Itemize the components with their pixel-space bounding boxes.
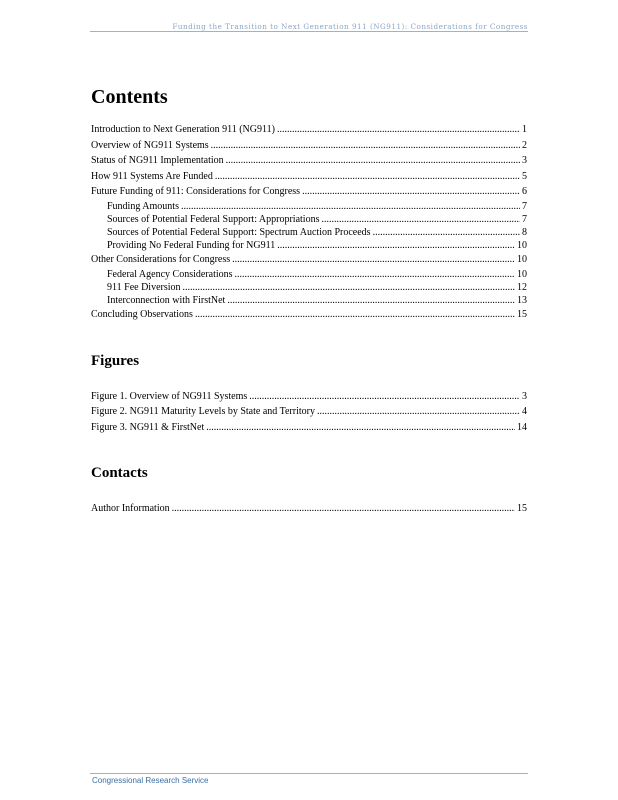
figure-entry-title: Figure 3. NG911 & FirstNet [91,421,205,433]
toc-entry-other-considerations[interactable] [91,252,527,268]
contents-list [91,122,527,323]
toc-entry-page: 7 [522,213,527,225]
toc-entry-status[interactable] [91,153,527,169]
contents-heading: Contents [91,86,168,108]
toc-entry-page: 5 [522,170,527,182]
toc-entry-funding-amounts[interactable] [91,200,527,213]
dot-leader [172,501,515,517]
table-of-contents-page [91,82,527,517]
figure-entry[interactable] [91,389,527,405]
figure-entry[interactable] [91,420,527,436]
dot-leader [181,200,520,213]
toc-entry-page: 15 [517,309,527,321]
dot-leader [183,281,515,294]
dot-leader [277,239,515,252]
toc-entry-page: 10 [517,240,527,252]
toc-entry-title: Federal Agency Considerations [107,268,233,280]
figure-entry-page: 14 [517,421,527,433]
toc-entry-title: Providing No Federal Funding for NG911 [107,240,276,252]
toc-entry-page: 3 [522,155,527,166]
contacts-heading: Contacts [91,465,148,482]
toc-entry-title: Funding Amounts [107,200,179,212]
toc-entry-page: 2 [522,139,527,151]
footer-rule [90,773,528,774]
toc-entry-title: Concluding Observations [91,309,193,321]
dot-leader [215,169,520,185]
toc-entry-title: Interconnection with FirstNet [107,295,226,307]
dot-leader [206,420,515,436]
toc-entry-title: Overview of NG911 Systems [91,139,209,151]
toc-entry-title: Status of NG911 Implementation [91,155,224,166]
dot-leader [226,153,520,169]
toc-entry-title: Other Considerations for Congress [91,254,231,266]
toc-entry-page: 8 [522,226,527,238]
dot-leader [195,307,515,323]
toc-entry-federal-agency[interactable] [91,268,527,281]
toc-entry-title: 911 Fee Diversion [107,281,181,293]
toc-entry-title: Sources of Potential Federal Support: Appropriations [107,213,320,225]
contact-entry-page: 15 [517,503,527,515]
page-footer: Congressional Research Service [92,776,209,785]
contact-entry-title: Author Information [91,503,170,515]
toc-entry-introduction[interactable] [91,122,527,138]
toc-entry-no-federal-funding[interactable] [91,239,527,252]
figure-entry-title: Figure 2. NG911 Maturity Levels by State and Territory [91,406,315,418]
toc-entry-title: Sources of Potential Federal Support: Spectrum Auction Proceeds [107,226,371,238]
toc-entry-concluding[interactable] [91,307,527,323]
toc-entry-title: How 911 Systems Are Funded [91,170,213,182]
toc-entry-page: 1 [522,124,527,135]
figures-list [91,389,527,436]
dot-leader [232,252,515,268]
dot-leader [321,213,520,226]
toc-entry-page: 13 [517,295,527,307]
dot-leader [277,122,520,138]
figure-entry[interactable] [91,404,527,420]
figure-entry-page: 4 [522,406,527,418]
dot-leader [249,389,520,405]
dot-leader [227,294,515,307]
dot-leader [373,226,520,239]
toc-entry-page: 12 [517,281,527,293]
toc-entry-how-funded[interactable] [91,169,527,185]
toc-entry-title: Future Funding of 911: Considerations for Congress [91,186,301,197]
header-rule [90,31,528,32]
toc-entry-page: 10 [517,268,527,280]
toc-entry-page: 7 [522,200,527,212]
dot-leader [235,268,515,281]
toc-entry-future-funding[interactable] [91,184,527,200]
dot-leader [211,138,520,154]
toc-entry-fee-diversion[interactable] [91,281,527,294]
figure-entry-title: Figure 1. Overview of NG911 Systems [91,390,248,402]
dot-leader [302,184,520,200]
toc-entry-spectrum-auction[interactable] [91,226,527,239]
contact-entry[interactable] [91,501,527,517]
toc-entry-page: 10 [517,254,527,266]
dot-leader [317,404,520,420]
toc-entry-page: 6 [522,186,527,197]
toc-entry-interconnection[interactable] [91,294,527,307]
figures-heading: Figures [91,352,140,369]
figure-entry-page: 3 [522,390,527,402]
toc-entry-title: Introduction to Next Generation 911 (NG911) [91,124,275,135]
running-header: Funding the Transition to Next Generation 911 (NG911): Considerations for Congress [172,22,528,31]
toc-entry-appropriations[interactable] [91,213,527,226]
toc-entry-overview[interactable] [91,138,527,154]
contacts-list [91,501,527,517]
